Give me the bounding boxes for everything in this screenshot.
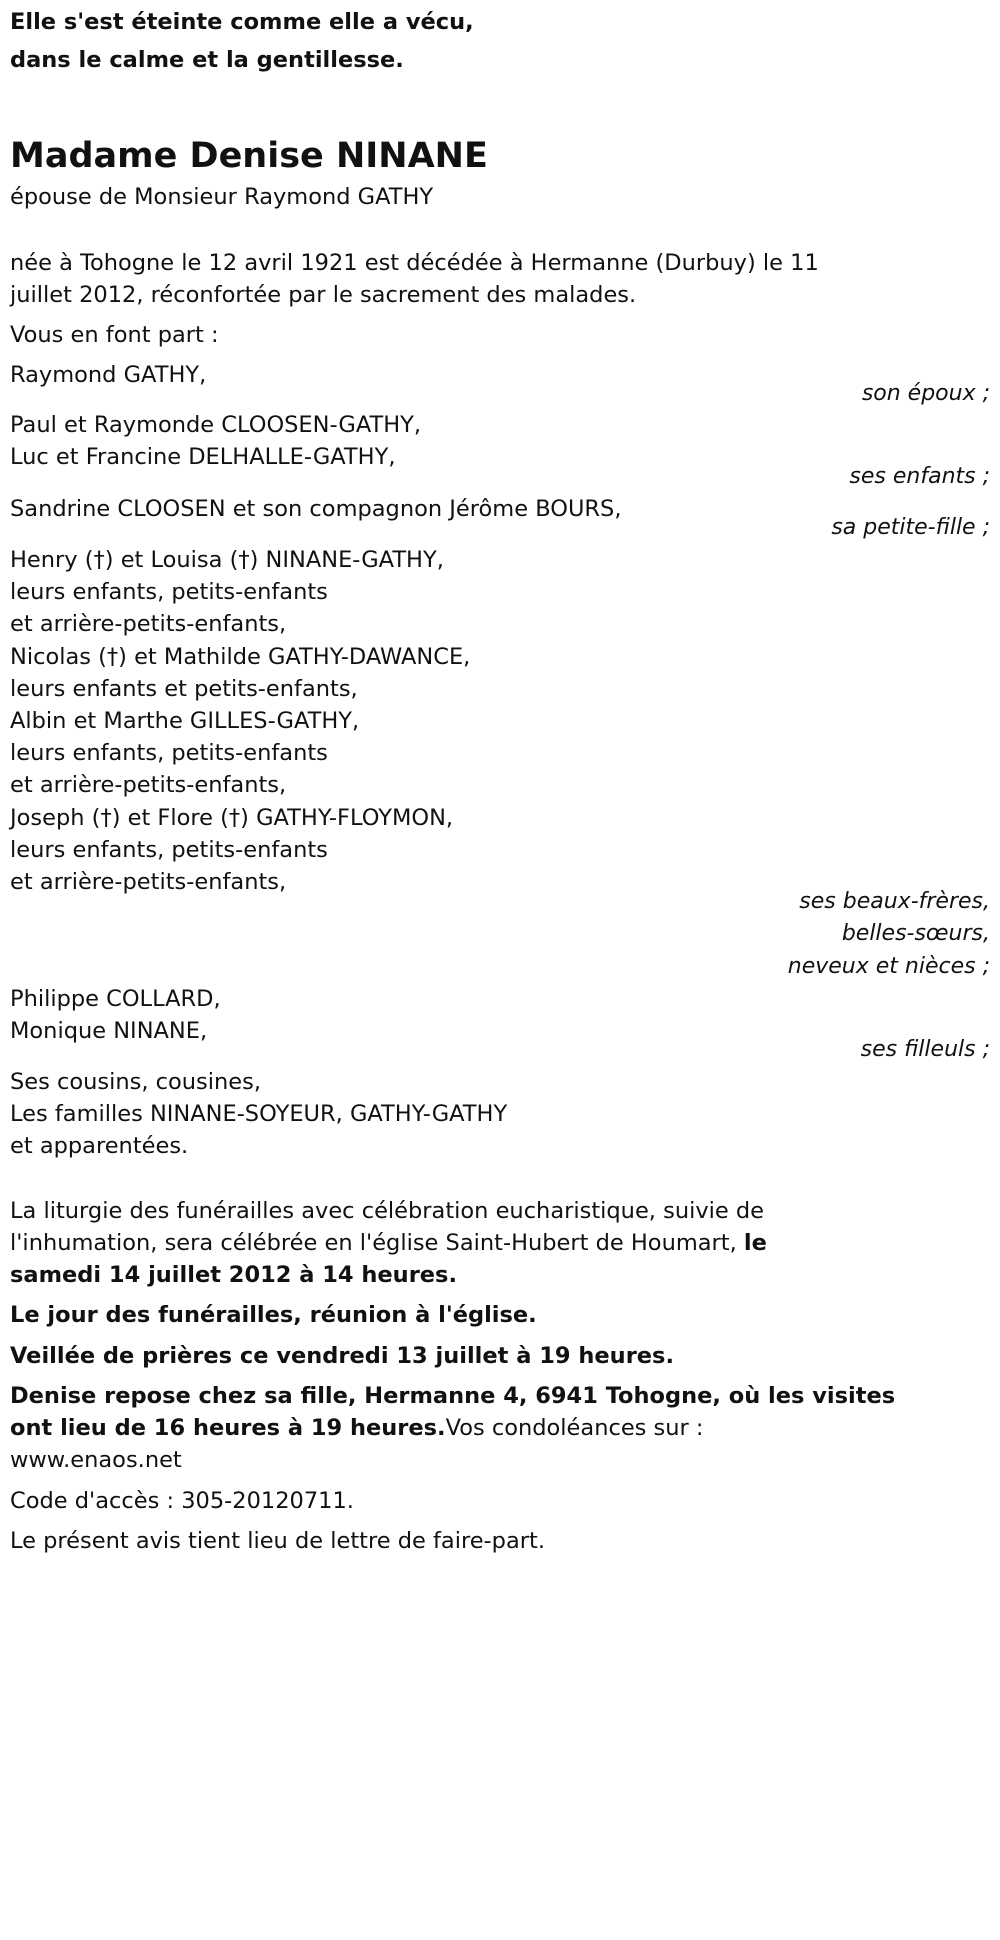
inlaw-line: Joseph (†) et Flore (†) GATHY-FLOYMON,: [10, 805, 454, 831]
inlaw-line: et arrière-petits-enfants,: [10, 772, 287, 798]
website-link[interactable]: www.enaos.net: [10, 1447, 182, 1473]
inlaw-line: Albin et Marthe GILLES-GATHY,: [10, 708, 360, 734]
spouse-relation: son époux ;: [861, 381, 990, 406]
inlaw-line: et arrière-petits-enfants,: [10, 611, 287, 637]
granddaughter-name: Sandrine CLOOSEN et son compagnon Jérôme BOURS,: [10, 496, 622, 522]
inlaw-line: leurs enfants et petits-enfants,: [10, 676, 358, 702]
inlaw-line: leurs enfants, petits-enfants: [10, 837, 328, 863]
funeral-line-2-text: l'inhumation, sera célébrée en l'église Saint-Hubert de Houmart,: [10, 1230, 744, 1256]
inlaws-relation-3: neveux et nièces ;: [787, 954, 990, 979]
inlaw-line: Nicolas (†) et Mathilde GATHY-DAWANCE,: [10, 644, 471, 670]
child-name: Luc et Francine DELHALLE-GATHY,: [10, 444, 396, 470]
godchild-name: Philippe COLLARD,: [10, 986, 221, 1012]
condolences-label: Vos condoléances sur :: [445, 1415, 704, 1441]
rest-line-2-bold: ont lieu de 16 heures à 19 heures.: [10, 1415, 446, 1441]
family-line: Ses cousins, cousines,: [10, 1069, 262, 1095]
intro-line-1: Elle s'est éteinte comme elle a vécu,: [10, 9, 474, 35]
inlaw-line: leurs enfants, petits-enfants: [10, 579, 328, 605]
rest-line-2: [10, 1414, 704, 1442]
granddaughter-relation: sa petite-fille ;: [831, 515, 990, 540]
inlaw-line: leurs enfants, petits-enfants: [10, 740, 328, 766]
godchild-name: Monique NINANE,: [10, 1018, 208, 1044]
vigil-line: Veillée de prières ce vendredi 13 juillet à 19 heures.: [10, 1343, 674, 1369]
child-name: Paul et Raymonde CLOOSEN-GATHY,: [10, 412, 422, 438]
family-line: et apparentées.: [10, 1133, 189, 1159]
funeral-line-1: La liturgie des funérailles avec célébration eucharistique, suivie de: [10, 1198, 765, 1224]
godchildren-relation: ses filleuls ;: [860, 1037, 990, 1062]
meeting-line: Le jour des funérailles, réunion à l'église.: [10, 1302, 537, 1328]
inlaw-line: et arrière-petits-enfants,: [10, 869, 287, 895]
funeral-line-2-bold: le: [743, 1230, 767, 1256]
birth-line-2: juillet 2012, réconfortée par le sacrement des malades.: [10, 282, 637, 308]
deceased-name: Madame Denise NINANE: [10, 136, 488, 176]
rest-line-1: Denise repose chez sa fille, Hermanne 4, 6941 Tohogne, où les visites: [10, 1383, 896, 1409]
birth-line-1: née à Tohogne le 12 avril 1921 est décédée à Hermanne (Durbuy) le 11: [10, 250, 819, 276]
intro-line-2: dans le calme et la gentillesse.: [10, 47, 404, 73]
notice-line: Le présent avis tient lieu de lettre de faire-part.: [10, 1528, 545, 1554]
inlaws-relation-1: ses beaux-frères,: [799, 889, 990, 914]
children-relation: ses enfants ;: [849, 464, 990, 489]
inlaw-line: Henry (†) et Louisa (†) NINANE-GATHY,: [10, 547, 444, 573]
funeral-line-2: [10, 1229, 767, 1257]
spouse-name: Raymond GATHY,: [10, 362, 207, 388]
funeral-date: samedi 14 juillet 2012 à 14 heures.: [10, 1262, 458, 1288]
family-line: Les familles NINANE-SOYEUR, GATHY-GATHY: [10, 1101, 508, 1127]
access-code: Code d'accès : 305-20120711.: [10, 1488, 354, 1514]
announce-line: Vous en font part :: [10, 322, 219, 348]
spouse-line: épouse de Monsieur Raymond GATHY: [10, 184, 434, 210]
inlaws-relation-2: belles-sœurs,: [841, 921, 990, 946]
